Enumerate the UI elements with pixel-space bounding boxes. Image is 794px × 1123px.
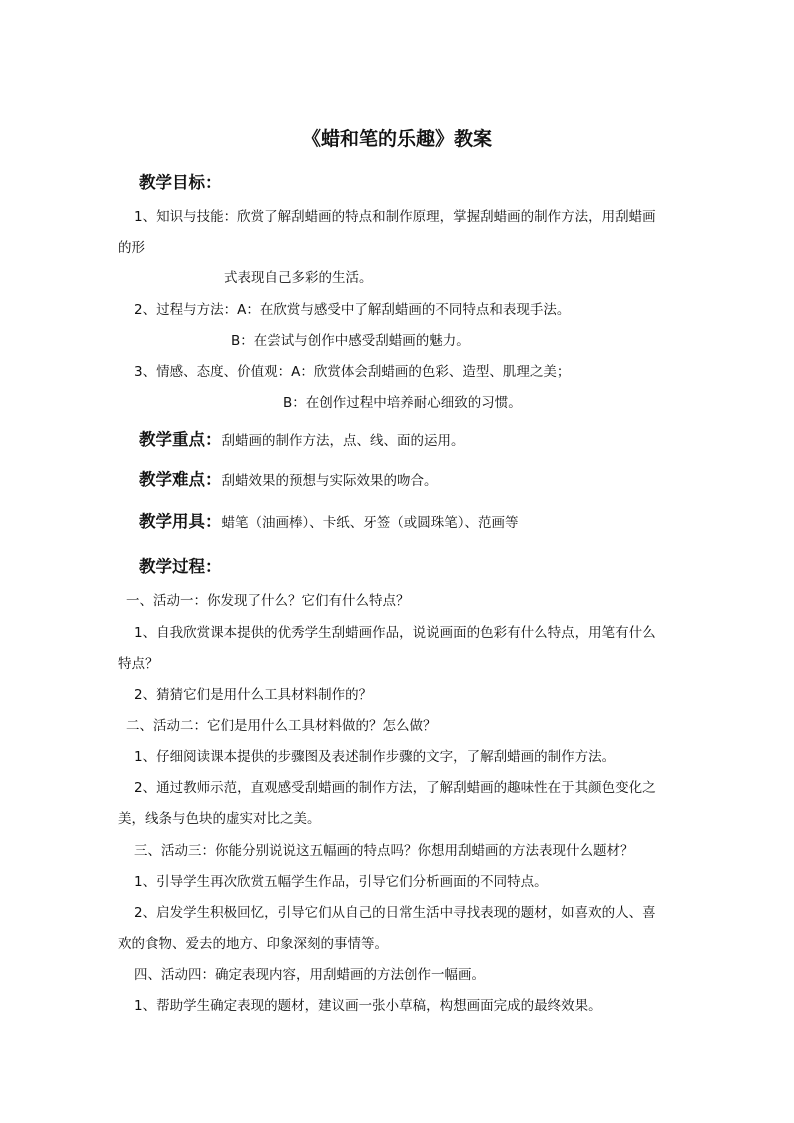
objective-item-1-continuation: 式表现自己多彩的生活。 xyxy=(224,270,373,286)
tools-row xyxy=(139,512,519,533)
process-line: 1、帮助学生确定表现的题材，建议画一张小草稿，构想画面完成的最终效果。 xyxy=(134,998,602,1014)
process-line: 2、猜猜它们是用什么工具材料制作的？ xyxy=(134,687,373,703)
process-line: 三、活动三：你能分别说说这五幅画的特点吗？你想用刮蜡画的方法表现什么题材？ xyxy=(134,843,634,859)
objective-item-3-b: B：在创作过程中培养耐心细致的习惯。 xyxy=(283,395,522,411)
objective-item-3: 3、情感、态度、价值观：A：欣赏体会刮蜡画的色彩、造型、肌理之美； xyxy=(134,364,571,380)
process-line: 特点？ xyxy=(118,656,159,672)
process-line: 四、活动四：确定表现内容，用刮蜡画的方法创作一幅画。 xyxy=(134,967,485,983)
process-line: 二、活动二：它们是用什么工具材料做的？怎么做？ xyxy=(126,718,437,734)
difficulty-text: 刮蜡效果的预想与实际效果的吻合。 xyxy=(221,473,438,489)
process-line: 1、仔细阅读课本提供的步骤图及表述制作步骤的文字，了解刮蜡画的制作方法。 xyxy=(134,749,616,765)
document-title: 《蜡和笔的乐趣》教案 xyxy=(301,128,492,150)
process-line: 2、通过教师示范，直观感受刮蜡画的制作方法，了解刮蜡画的趣味性在于其颜色变化之 xyxy=(134,780,656,796)
objective-item-2-b: B：在尝试与创作中感受刮蜡画的魅力。 xyxy=(231,333,470,349)
objective-item-1-wrap: 的形 xyxy=(118,240,145,256)
key-point-row xyxy=(139,430,465,451)
process-line: 美，线条与色块的虚实对比之美。 xyxy=(118,811,321,827)
objectives-heading: 教学目标： xyxy=(139,173,222,192)
process-line: 2、启发学生积极回忆，引导它们从自己的日常生活中寻找表现的题材，如喜欢的人、喜 xyxy=(134,905,656,921)
tools-text: 蜡笔（油画棒）、卡纸、牙签（或圆珠笔）、范画等 xyxy=(221,515,519,531)
objective-item-1: 1、知识与技能：欣赏了解刮蜡画的特点和制作原理，掌握刮蜡画的制作方法，用刮蜡画 xyxy=(134,209,656,225)
objective-item-2: 2、过程与方法：A：在欣赏与感受中了解刮蜡画的不同特点和表现手法。 xyxy=(134,302,571,318)
key-point-heading: 教学重点： xyxy=(139,430,222,449)
difficulty-heading: 教学难点： xyxy=(139,470,222,489)
process-line: 1、自我欣赏课本提供的优秀学生刮蜡画作品，说说画面的色彩有什么特点，用笔有什么 xyxy=(134,625,656,641)
tools-heading: 教学用具： xyxy=(139,512,222,531)
process-line: 1、引导学生再次欣赏五幅学生作品，引导它们分析画面的不同特点。 xyxy=(134,874,548,890)
process-line: 一、活动一：你发现了什么？它们有什么特点？ xyxy=(126,593,410,609)
process-line: 欢的食物、爱去的地方、印象深刻的事情等。 xyxy=(118,936,388,952)
difficulty-row xyxy=(139,470,438,491)
key-point-text: 刮蜡画的制作方法，点、线、面的运用。 xyxy=(221,433,465,449)
process-heading: 教学过程： xyxy=(139,557,222,576)
